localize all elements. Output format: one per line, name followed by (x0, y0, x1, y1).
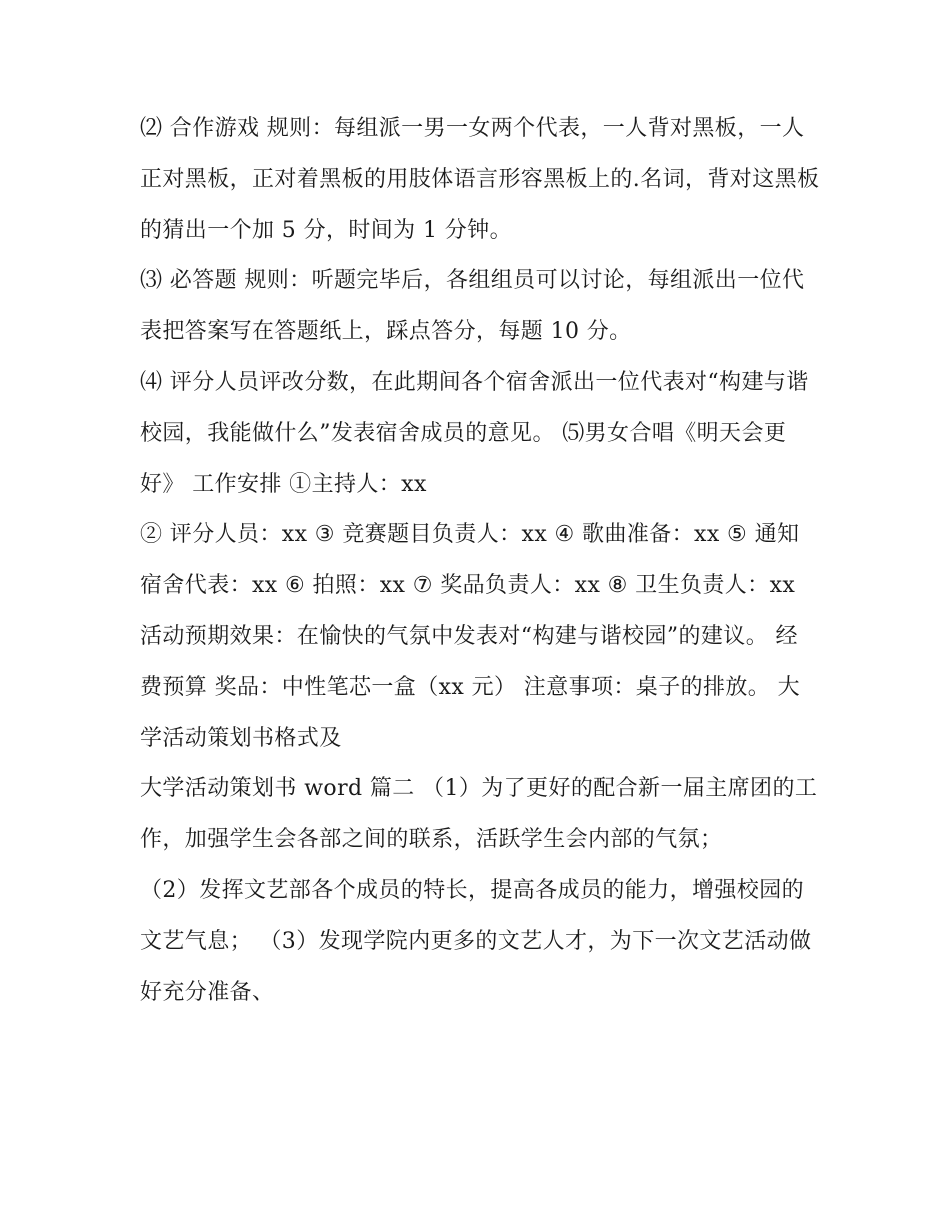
document-page (140, 104, 820, 1018)
paragraph-required-question: ⑶ 必答题 规则：听题完毕后，各组组员可以讨论，每组派出一位代表把答案写在答题纸上，踩点答分，每题 10 分。 (140, 268, 805, 345)
paragraph-cooperative-game: ⑵ 合作游戏 规则：每组派一男一女两个代表，一人背对黑板，一人正对黑板，正对着黑板的用肢体语言形容黑板上的.名词，背对这黑板的猜出一个加 5 分，时间为 1 分钟。 (140, 116, 820, 243)
paragraph-scoring-and-chorus: ⑷ 评分人员评改分数，在此期间各个宿舍派出一位代表对“构建与谐校园，我能做什么”发表宿舍成员的意见。 ⑸男女合唱《明天会更好》 工作安排 ①主持人：xx (140, 369, 809, 497)
paragraph-second-plan-goals: （2）发挥文艺部各个成员的特长，提高各成员的能力，增强校园的文艺气息； （3）发现学院内更多的文艺人才，为下一次文艺活动做好充分准备、 (140, 877, 812, 1005)
paragraph-expected-effect: 活动预期效果：在愉快的气氛中发表对“构建与谐校园”的建议。 经费预算 奖品：中性笔芯一盒（xx 元） 注意事项：桌子的排放。 大学活动策划书格式及 (140, 623, 800, 751)
paragraph-second-plan-intro: 大学活动策划书 word 篇二 （1）为了更好的配合新一届主席团的工作，加强学生会各部之间的联系，活跃学生会内部的气氛； (140, 776, 818, 853)
paragraph-work-assignments: ② 评分人员：xx ③ 竞赛题目负责人：xx ④ 歌曲准备：xx ⑤ 通知宿舍代表：xx ⑥ 拍照：xx ⑦ 奖品负责人：xx ⑧ 卫生负责人：xx (140, 522, 800, 599)
